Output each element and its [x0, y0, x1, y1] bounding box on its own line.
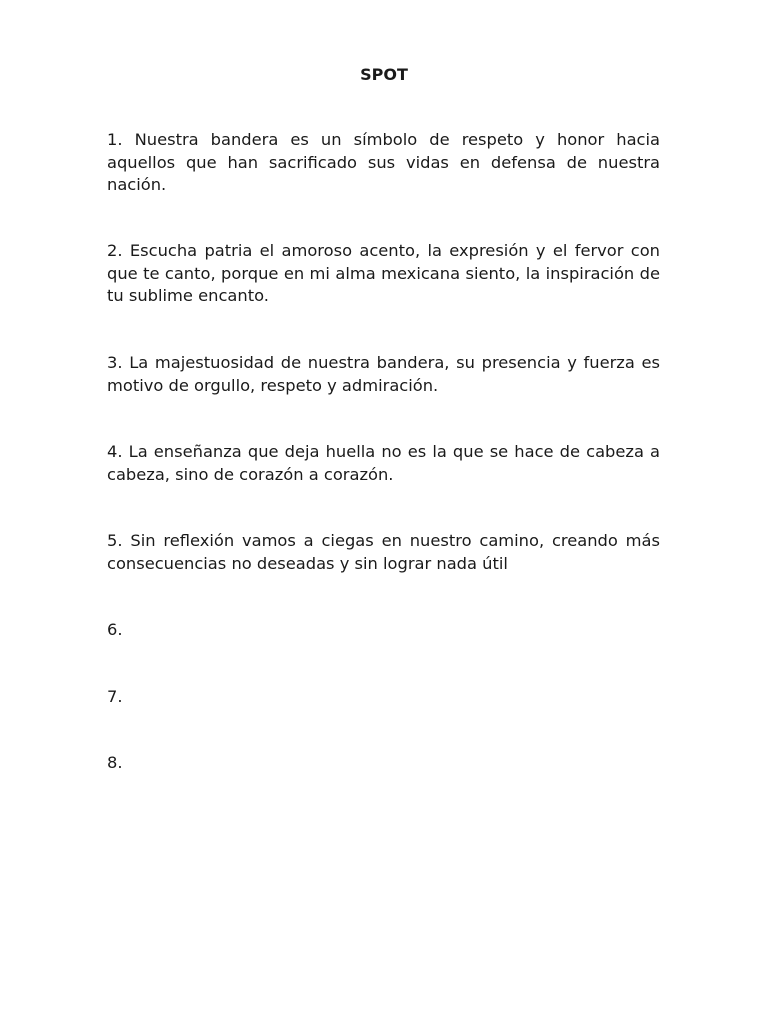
item-number: 4. — [107, 442, 123, 461]
item-text: . Nuestra bandera es un símbolo de respeto y honor hacia aquellos que han sacrificado sus vidas en defensa de nuestra nación. — [107, 130, 660, 194]
list-item — [107, 352, 660, 397]
list-item — [107, 240, 660, 308]
item-number: 7. — [107, 687, 123, 706]
list-item — [107, 530, 660, 575]
item-text: Sin reflexión vamos a ciegas en nuestro camino, creando más consecuencias no deseadas y sin lograr nada útil — [107, 531, 660, 573]
list-item — [107, 752, 660, 775]
item-number: 8. — [107, 753, 123, 772]
item-text: La enseñanza que deja huella no es la que se hace de cabeza a cabeza, sino de corazón a corazón. — [107, 442, 660, 484]
item-number: 3. — [107, 353, 123, 372]
item-text: La majestuosidad de nuestra bandera, su presencia y fuerza es motivo de orgullo, respeto y admiración. — [107, 353, 660, 395]
item-number: 6. — [107, 620, 123, 639]
list-item — [107, 686, 660, 709]
list-item — [107, 441, 660, 486]
list-item — [107, 619, 660, 642]
item-text: Escucha patria el amoroso acento, la expresión y el fervor con que te canto, porque en mi alma mexicana siento, la inspiración de tu sublime encanto. — [107, 241, 660, 305]
document-title: SPOT — [360, 65, 408, 84]
item-number: 1 — [107, 130, 118, 149]
item-number: 5. — [107, 531, 123, 550]
item-number: 2. — [107, 241, 123, 260]
list-item — [107, 129, 660, 197]
